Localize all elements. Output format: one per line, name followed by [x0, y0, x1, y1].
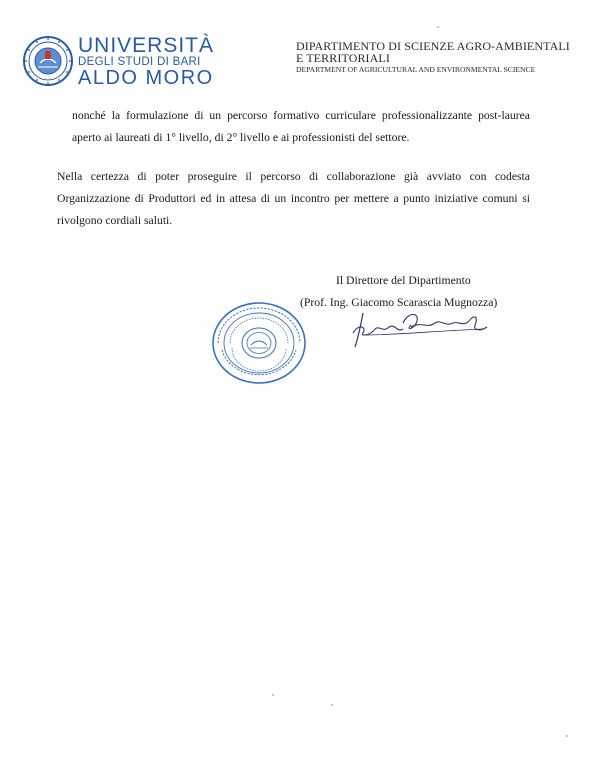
paragraph-2-line-2: Organizzazione di Produttori ed in attesa di un incontro per mettere a punto iniziative comuni si: [57, 192, 530, 205]
paragraph-1-line-2: aperto ai laureati di 1° livello, di 2° livello e ai professionisti del settore.: [72, 131, 410, 144]
university-wordmark: [78, 36, 214, 88]
paragraph-2-line-1: Nella certezza di poter proseguire il percorso di collaborazione già avviato con codesta: [57, 170, 530, 183]
signatory-role: Il Direttore del Dipartimento: [336, 274, 471, 287]
department-stamp-icon: [210, 300, 308, 386]
paragraph-1: [72, 105, 530, 149]
scan-speck: [437, 26, 439, 28]
scan-speck: [272, 694, 274, 696]
department-header: [296, 40, 570, 76]
signatory-name: (Prof. Ing. Giacomo Scarascia Mugnozza): [300, 296, 498, 309]
university-name: UNIVERSITÀ: [78, 34, 215, 57]
department-name-line2: E TERRITORIALI: [296, 51, 390, 65]
scan-speck: [331, 704, 333, 706]
scan-speck: [566, 735, 568, 737]
paragraph-2: [57, 166, 530, 232]
university-seal-icon: [22, 35, 74, 87]
handwritten-signature-icon: [345, 305, 495, 355]
university-aldo-moro: ALDO MORO: [78, 67, 214, 89]
department-english-name: DEPARTMENT OF AGRICULTURAL AND ENVIRONMENTAL SCIENCE: [296, 65, 536, 74]
department-name-line1: DIPARTIMENTO DI SCIENZE AGRO-AMBIENTALI: [296, 39, 570, 53]
paragraph-1-line-1: nonché la formulazione di un percorso formativo curriculare professionalizzante post-laurea: [72, 109, 530, 122]
university-subtitle: DEGLI STUDI DI BARI: [78, 56, 201, 68]
paragraph-2-line-3: rivolgono cordiali saluti.: [57, 214, 173, 227]
